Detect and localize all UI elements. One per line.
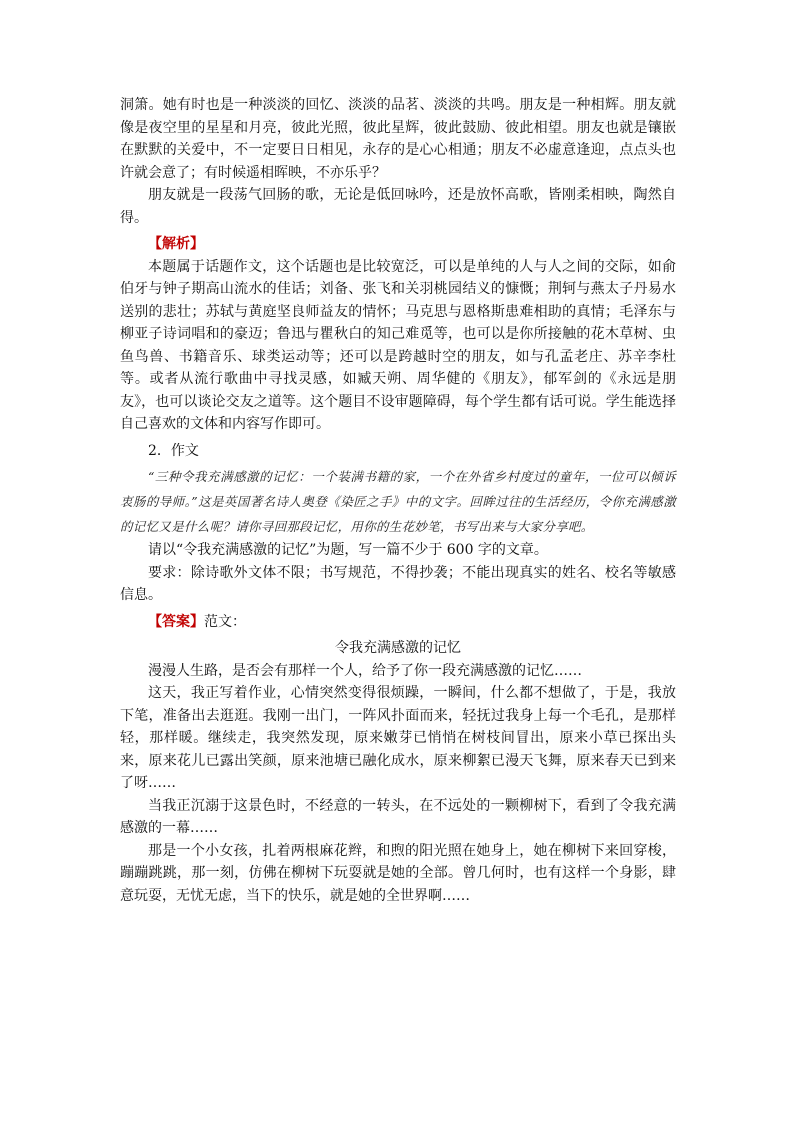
essay-paragraph-1: 漫漫人生路，是否会有那样一个人，给予了你一段充满感激的记忆…… xyxy=(148,662,582,679)
analysis-label: 【解析】 xyxy=(148,236,204,252)
paragraph-friendship-song: 朋友就是一段荡气回肠的歌，无论是低回咏吟，还是放怀高歌，皆刚柔相映，陶然自得。 xyxy=(120,187,676,226)
prompt-instruction: 请以“令我充满感激的记忆”为题，写一篇不少于 600 字的文章。 xyxy=(148,542,548,558)
paragraph-friendship-metaphor: 洞箫。她有时也是一种淡淡的回忆、淡淡的品茗、淡淡的共鸣。朋友是一种相辉。朋友就像是夜空里的星星和月亮，彼此光照，彼此星辉，彼此鼓励、彼此相望。朋友也就是镶嵌在默默的关爱中，不一定要日日相见，永存的是心心相通；朋友不必虚意逢迎，点点头也许就会意了；有时候遥相晖映，不亦乐乎？ xyxy=(120,97,676,181)
essay-paragraph-2: 这天，我正写着作业，心情突然变得很烦躁，一瞬间，什么都不想做了，于是，我放下笔，准备出去逛逛。我刚一出门，一阵风扑面而来，轻抚过我身上每一个毛孔，是那样轻，那样暖。继续走，我突然发现，原来嫩芽已悄悄在树枝间冒出，原来小草已探出头来，原来花儿已露出笑颜，原来池塘已融化成水，原来柳絮已漫天飞舞，原来春天已到来了呀…… xyxy=(120,685,676,791)
prompt-quote: “三种令我充满感激的记忆：一个装满书籍的家，一个在外省乡村度过的童年，一位可以倾诉衷肠的导师。”这是英国著名诗人奥登《染匠之手》中的文字。回眸过往的生活经历，令你充满感激的记忆又是什么呢？请你寻回那段记忆，用你的生花妙笔，书写出来与大家分享吧。 xyxy=(120,469,676,534)
answer-label: 【答案】 xyxy=(148,613,204,630)
question-2-label: 2．作文 xyxy=(148,442,199,459)
answer-suffix: 范文： xyxy=(204,613,246,630)
document-body xyxy=(120,94,676,907)
essay-title: 令我充满感激的记忆 xyxy=(335,640,461,656)
essay-paragraph-3: 当我正沉溺于这景色时，不经意的一转头，在不远处的一颗柳树下，看到了令我充满感激的一幕…… xyxy=(120,797,676,836)
paragraph-analysis: 本题属于话题作文，这个话题也是比较宽泛，可以是单纯的人与人之间的交际，如俞伯牙与钟子期高山流水的佳话；刘备、张飞和关羽桃园结义的慷慨；荆轲与燕太子丹易水送别的悲壮；苏轼与黄庭坚良师益友的情怀；马克思与恩格斯患难相助的真情；毛泽东与柳亚子诗词唱和的豪迈；鲁迅与瞿秋白的知己难觅等，也可以是你所接触的花木草树、虫鱼鸟兽、书籍音乐、球类运动等；还可以是跨越时空的朋友，如与孔孟老庄、苏辛李杜等。或者从流行歌曲中寻找灵感，如臧天朔、周华健的《朋友》，郁军剑的《永远是朋友》，也可以谈论交友之道等。这个题目不设审题障碍，每个学生都有话可说。学生能选择自己喜欢的文体和内容写作即可。 xyxy=(120,258,676,432)
essay-paragraph-4: 那是一个小女孩，扎着两根麻花辫，和煦的阳光照在她身上，她在柳树下来回穿梭，蹦蹦跳跳，那一刻，仿佛在柳树下玩耍就是她的全部。曾几何时，也有这样一个身影，肆意玩耍，无忧无虑，当下的快乐，就是她的全世界啊…… xyxy=(120,842,676,904)
answer-heading xyxy=(120,611,676,634)
prompt-requirements: 要求：除诗歌外文体不限；书写规范，不得抄袭；不能出现真实的姓名、校名等敏感信息。 xyxy=(120,564,676,603)
analysis-heading xyxy=(120,233,676,256)
